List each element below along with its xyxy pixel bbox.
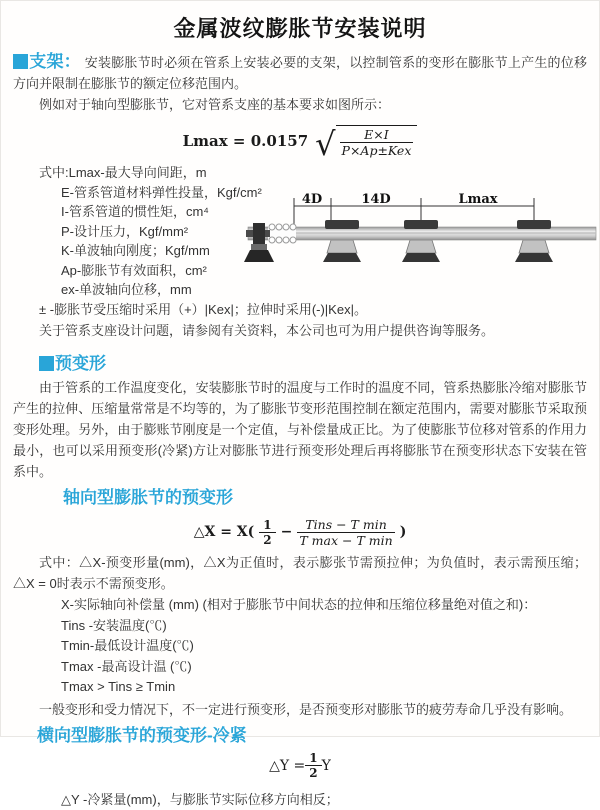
half-numerator: 1 <box>259 518 275 533</box>
dimension-label-4d: 4D <box>301 192 323 207</box>
support-example-line: 例如对于轴向型膨胀节，它对管系支座的基本要求如图所示： <box>39 97 391 112</box>
support-intro-text: 安装膨胀节时必须在管系上安装必要的支架，以控制管系的变形在膨胀节上产生的位移方向并限制在膨胀节的额定位移范围内。 <box>13 55 587 91</box>
formula-lmax <box>1 121 599 161</box>
delta-x-explain: 式中：△X-预变形量(mm)，△X为正值时，表示膨张节需预拉伸；为负值时，表示需预压缩；△X = 0时表示不需预变形。 <box>13 555 587 591</box>
definition-line: Tins -安装温度(℃) <box>61 617 167 633</box>
predeform-note: 一般变形和受力情况下，不一定进行预变形，是否预变形对膨胀节的疲劳寿命几乎没有影响。 <box>39 701 573 717</box>
formula-dy-rhs: Y <box>321 757 331 774</box>
formula-dy-lhs: △Y = <box>269 757 306 774</box>
formula-lmax-numerator: E×I <box>340 127 414 143</box>
right-paren: ) <box>399 524 407 540</box>
bellows-icon <box>268 224 296 243</box>
formula-delta-x <box>1 514 599 550</box>
delta-y-explain: △Y -冷紧量(mm)，与膨胀节实际位移方向相反； <box>61 791 339 807</box>
support-intro-paragraph <box>13 51 587 94</box>
support-section-heading <box>13 52 81 71</box>
definition-line: Tmax -最高设计温 (℃) <box>61 658 192 674</box>
lateral-subheading: 横向型膨胀节的预变形-冷紧 <box>37 725 247 745</box>
pipe-support-diagram <box>206 190 598 290</box>
saddle-support-icon <box>402 240 440 262</box>
clamp-icon <box>517 220 551 229</box>
formula-lmax-denominator: P×Ap±Kex <box>341 142 412 158</box>
definition-line: Tmin-最低设计温度(℃) <box>61 638 194 653</box>
formula-dx-lhs: △X = X( <box>193 524 255 540</box>
axial-subheading: 轴向型膨胀节的预变形 <box>63 488 233 507</box>
definition-line: ex-单波轴向位移，mm <box>61 282 192 297</box>
service-note: 关于管系支座设计问题，请参阅有关资料，本公司也可为用户提供咨询等服务。 <box>39 323 495 338</box>
radical-sign-icon: √ <box>315 125 336 163</box>
page-title: 金属波纹膨胀节安装说明 <box>173 16 427 41</box>
half-denominator: 2 <box>309 766 318 780</box>
blue-square-icon <box>39 356 54 371</box>
clamp-icon <box>404 220 438 229</box>
blue-square-icon <box>13 54 28 69</box>
square-root <box>315 125 417 163</box>
clamp-icon <box>325 220 359 229</box>
saddle-support-icon <box>323 240 361 262</box>
definitions-and-diagram <box>1 163 599 299</box>
definition-line: X-实际轴向补偿量 (mm) (相对于膨胀节中间状态的拉伸和压缩位移量绝对值之和)： <box>61 597 537 612</box>
half-denominator: 2 <box>263 532 272 547</box>
definition-line: Ap-膨胀节有效面积，cm² <box>61 262 207 278</box>
formula-lmax-lhs: Lmax = 0.0157 <box>182 132 309 150</box>
half-numerator: 1 <box>305 751 321 766</box>
definition-line: P-设计压力，Kgf/mm² <box>61 223 189 239</box>
temperature-definitions-list <box>1 595 599 698</box>
dimension-label-lmax: Lmax <box>458 192 498 207</box>
predeform-paragraph: 由于管系的工作温度变化，安装膨胀节时的温度与工作时的温度不同，管系热膨胀冷缩对膨胀节产生的拉伸、压缩量常常是不均等的，为了膨胀节变形范围控制在额定范围内，需要对膨胀节采取预变形处理。另外，由于膨账节刚度是一个定值，与补偿量成正比。为了使膨胀节位移对管系的作用力最小，也可以采用预变形(冷紧)方让对膨胀节进行预变形处理后再将膨胀节在预变形状态下安装在管系中。 <box>13 380 587 479</box>
definition-line: I-管系管道的惯性矩，cm⁴ <box>61 204 209 219</box>
saddle-support-icon <box>515 240 553 262</box>
definition-line: E-管系管道材料弹性投量，Kgf/cm² <box>61 184 262 200</box>
minus-sign: − <box>280 524 293 540</box>
definition-line: 式中:Lmax-最大导向间距，m <box>39 165 207 180</box>
definition-line: Tmax > Tins ≥ Tmin <box>61 679 176 694</box>
dimension-label-14d: 14D <box>361 192 391 207</box>
predeform-heading-label: 预变形 <box>55 354 106 373</box>
support-heading-label: 支架： <box>29 52 81 71</box>
predeform-section-heading <box>39 349 599 374</box>
pipe-supports <box>323 240 553 262</box>
plus-minus-note: ± -膨胀节受压缩时采用（+）|Kex|；拉伸时采用(-)|Kex|。 <box>39 302 367 317</box>
definition-line: K-单波轴向刚度；Kgf/mm <box>61 243 210 258</box>
temp-numerator: Tins − T min <box>297 517 394 533</box>
formula-delta-y <box>1 750 599 782</box>
temp-denominator: T max − T min <box>299 532 393 548</box>
